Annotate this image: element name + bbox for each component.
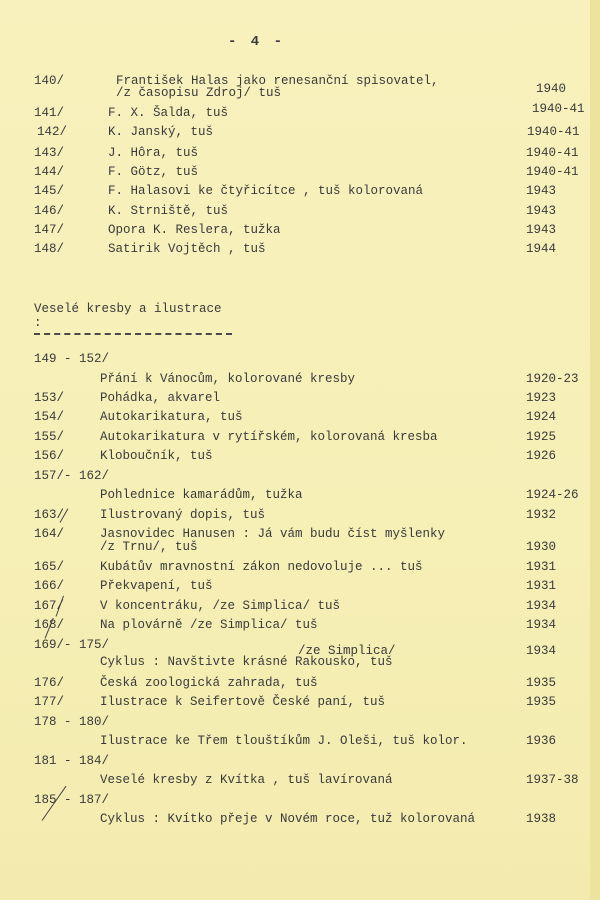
entry-year: 1940-41 [526,165,579,179]
entry-year: 1934 [526,599,557,613]
entry-row [0,125,600,145]
entry-number: 144/ [34,165,65,179]
entry-row [0,146,600,166]
entry-description: Přání k Vánocům, kolorované kresby [100,372,356,386]
entry-number: 168/ [34,618,65,632]
entry-description: Ilustrovaný dopis, tuš [100,508,266,522]
entry-row [0,410,600,430]
entry-row [0,695,600,715]
entry-range: 178 - 180/ [34,715,110,729]
entry-description: Překvapení, tuš [100,579,213,593]
entry-number: 143/ [34,146,65,160]
entry-description: Kubátův mravnostní zákon nedovoluje ... tuš [100,560,423,574]
entry-range: 157/- 162/ [34,469,110,483]
entry-description: Jasnovidec Hanusen : Já vám budu číst myšlenky [100,527,446,541]
entry-year: 1940 [536,82,567,96]
entry-description: Autokarikatura v rytířském, kolorovaná kresba [100,430,438,444]
entry-year: 1934 [526,644,557,658]
entry-number: 177/ [34,695,65,709]
entry-row [0,734,600,754]
entry-year: 1930 [526,540,557,554]
entry-description: Na plovárně /ze Simplica/ tuš [100,618,318,632]
entry-row-cont [0,540,600,560]
entry-row [0,488,600,508]
entry-year: 1926 [526,449,557,463]
entry-row [0,184,600,204]
entry-year: 1943 [526,184,557,198]
entry-number: 166/ [34,579,65,593]
entry-row [0,102,600,126]
entry-year: 1923 [526,391,557,405]
entry-range: 181 - 184/ [34,754,110,768]
entry-row [0,449,600,469]
entry-number: 146/ [34,204,65,218]
entry-number: 142/ [37,125,68,139]
entry-year: 1943 [526,204,557,218]
entry-row [0,676,600,696]
entry-description: F. Halasovi ke čtyřicítce , tuš kolorovaná [108,184,424,198]
entry-number: 163/ [34,508,65,522]
entry-row [0,204,600,224]
entry-number: 165/ [34,560,65,574]
entry-row [0,430,600,450]
entry-number: 156/ [34,449,65,463]
entry-row [0,560,600,580]
entry-description: Opora K. Reslera, tužka [108,223,281,237]
entry-row [0,391,600,411]
entry-description: K. Janský, tuš [108,125,214,139]
page-number: - 4 - [228,34,286,50]
entry-year: 1924-26 [526,488,579,502]
entry-year: 1936 [526,734,557,748]
entry-range-row [0,469,600,489]
entry-number: 153/ [34,391,65,405]
entry-description: Veselé kresby z Kvítka , tuš lavírovaná [100,773,393,787]
entry-range-row [0,715,600,735]
entry-row [0,773,600,793]
entry-description: Cyklus : Navštivte krásné Rakousko, tuš [100,655,393,669]
entry-number: 155/ [34,430,65,444]
entry-range-row [0,754,600,774]
entry-row [0,223,600,243]
entry-row [0,508,600,528]
entry-description: Autokarikatura, tuš [100,410,243,424]
entry-range: 169/- 175/ [34,638,110,652]
entry-row-cont [0,82,600,106]
entry-row [0,812,600,832]
entry-note: /ze Simplica/ [298,644,396,658]
entry-description: K. Strniště, tuš [108,204,229,218]
entry-year: 1925 [526,430,557,444]
entry-description: František Halas jako renesanční spisovatel, [116,74,439,88]
entry-description: Cyklus : Kvítko přeje v Novém roce, tuž kolorovaná [100,812,476,826]
entry-year: 1934 [526,618,557,632]
entry-description: Česká zoologická zahrada, tuš [100,676,318,690]
entry-number: 176/ [34,676,65,690]
entry-range: 185 - 187/ [34,793,110,807]
entry-range-row [0,793,600,813]
entry-year: 1935 [526,695,557,709]
entry-year: 1935 [526,676,557,690]
entry-year: 1924 [526,410,557,424]
entry-year: 1940-41 [527,125,580,139]
entry-row [0,655,600,675]
entry-row [0,579,600,599]
entry-number: 140/ [34,74,65,88]
section-heading: Veselé kresby a ilustrace : [34,302,232,335]
entry-year: 1931 [526,579,557,593]
entry-number: 147/ [34,223,65,237]
entry-row [0,599,600,619]
entry-number: 167/ [34,599,65,613]
entry-row [0,372,600,392]
entry-row [0,242,600,262]
entry-range-row [0,352,600,372]
entry-description-cont: /z časopisu Zdroj/ tuš [116,86,282,100]
entry-number: 141/ [34,106,65,120]
entry-number: 154/ [34,410,65,424]
entry-description: Ilustrace k Seifertově České paní, tuš [100,695,386,709]
entry-description: J. Hôra, tuš [108,146,199,160]
entry-description: Satirik Vojtěch , tuš [108,242,266,256]
entry-description: Pohlednice kamarádům, tužka [100,488,303,502]
entry-description-cont: /z Trnu/, tuš [100,540,198,554]
entry-year: 1932 [526,508,557,522]
entry-number: 145/ [34,184,65,198]
entry-year: 1938 [526,812,557,826]
entry-year: 1937-38 [526,773,579,787]
entry-range: 149 - 152/ [34,352,110,366]
entry-year: 1940-41 [532,102,585,116]
entry-year: 1931 [526,560,557,574]
entry-number: 164/ [34,527,65,541]
entry-description: F. Götz, tuš [108,165,199,179]
entry-year: 1940-41 [526,146,579,160]
entry-description: Pohádka, akvarel [100,391,221,405]
entry-row [0,618,600,638]
entry-description: F. X. Šalda, tuš [108,106,229,120]
entry-description: V koncentráku, /ze Simplica/ tuš [100,599,341,613]
entry-number: 148/ [34,242,65,256]
entry-year: 1920-23 [526,372,579,386]
entry-year: 1944 [526,242,557,256]
entry-year: 1943 [526,223,557,237]
entry-description: Ilustrace ke Třem tlouštíkům J. Oleši, tuš kolor. [100,734,468,748]
entry-description: Kloboučník, tuš [100,449,213,463]
entry-row [0,165,600,185]
